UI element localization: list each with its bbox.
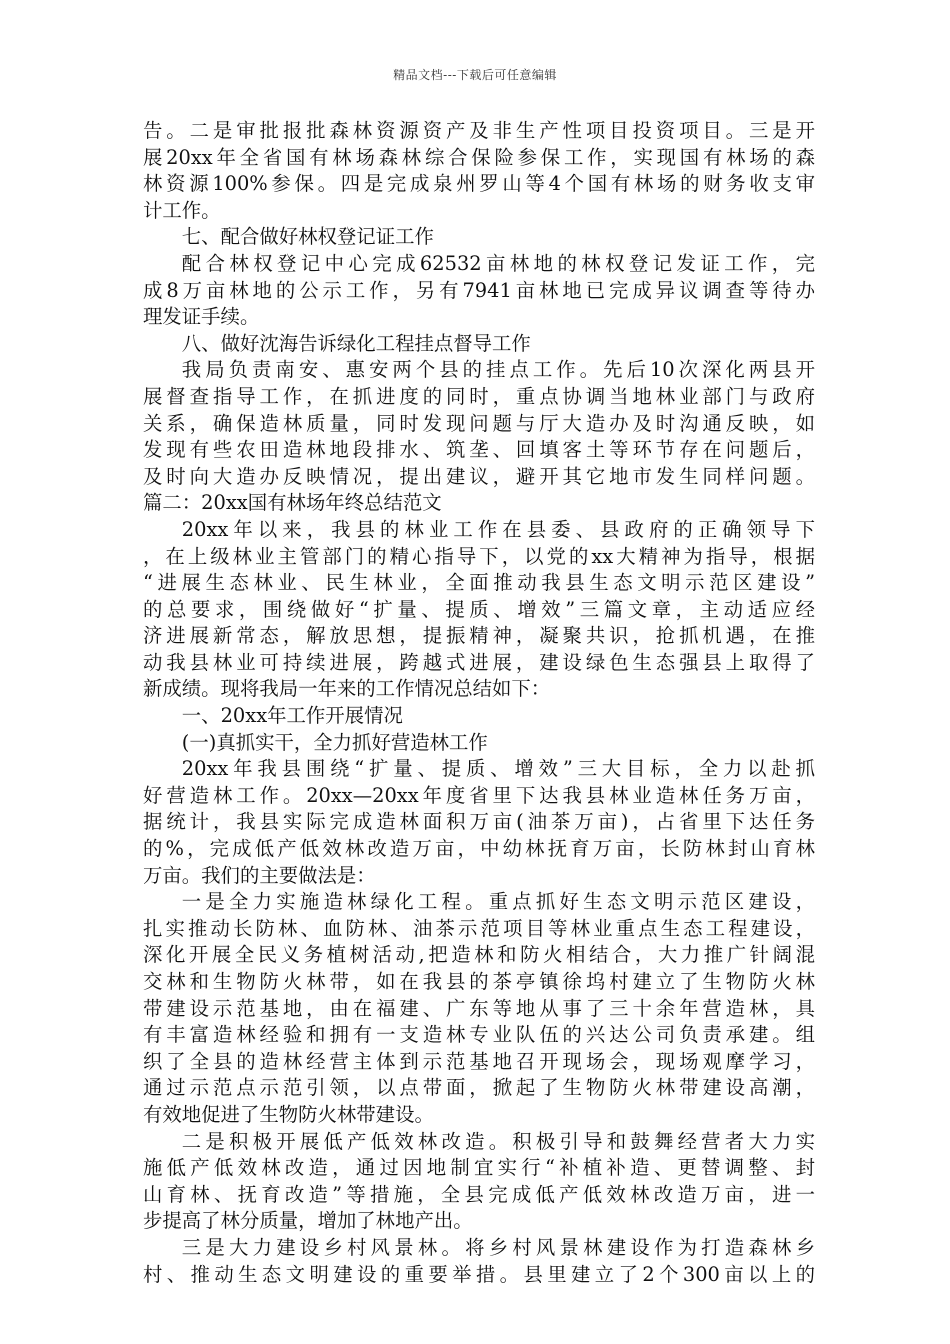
text-line: 展督查指导工作，在抓进度的同时，重点协调当地林业部门与政府 [143,384,815,408]
text-line: ，在上级林业主管部门的精心指导下，以党的xx大精神为指导，根据 [143,544,815,568]
text-line: 20xx年我县围绕“扩量、提质、增效”三大目标，全力以赴抓 [181,757,815,781]
text-line: 一、20xx年工作开展情况 [181,704,403,728]
text-line: 展20xx年全省国有林场森林综合保险参保工作，实现国有林场的森 [143,145,815,169]
text-line: 好营造林工作。20xx—20xx年度省里下达我县林业造林任务万亩， [143,783,815,807]
text-line: 有效地促进了生物防火林带建设。 [143,1102,434,1126]
text-line: “进展生态林业、民生林业，全面推动我县生态文明示范区建设” [143,571,815,595]
text-line: 的%，完成低产低效林改造万亩，中幼林抚育万亩，长防林封山育林 [143,837,815,861]
text-line: 及时向大造办反映情况，提出建议，避开其它地市发生同样问题。 [143,464,815,488]
text-line: 的总要求，围绕做好“扩量、提质、增效”三篇文章，主动适应经 [143,597,815,621]
text-line: 计工作。 [143,198,221,222]
text-line: 发现有些农田造林地段排水、筑垄、回填客土等环节存在问题后， [143,438,815,462]
text-line: 理发证手续。 [143,305,260,329]
text-line: 济进展新常态，解放思想，提振精神，凝聚共识，抢抓机遇，在推 [143,624,815,648]
text-line: 有丰富造林经验和拥有一支造林专业队伍的兴达公司负责承建。组 [143,1023,815,1047]
text-line: 山育林、抚育改造”等措施，全县完成低产低效林改造万亩，进一 [143,1182,815,1206]
text-line: 林资源100%参保。四是完成泉州罗山等4个国有林场的财务收支审 [143,172,815,196]
text-line: 扎实推动长防林、血防林、油茶示范项目等林业重点生态工程建设， [143,916,815,940]
text-line: 告。二是审批报批森林资源资产及非生产性项目投资项目。三是开 [143,119,815,142]
text-line: 新成绩。现将我局一年来的工作情况总结如下： [143,677,551,701]
text-line: 据统计，我县实际完成造林面积万亩(油茶万亩)，占省里下达任务 [143,810,815,834]
text-line: 三是大力建设乡村风景林。将乡村风景林建设作为打造森林乡 [181,1235,815,1259]
text-line: 万亩。我们的主要做法是： [143,863,376,887]
text-line: 一是全力实施造林绿化工程。重点抓好生态文明示范区建设， [181,890,815,914]
text-line: 施低产低效林改造，通过因地制宜实行“补植补造、更替调整、封 [143,1156,815,1180]
text-line: 步提高了林分质量，增加了林地产出。 [143,1209,473,1233]
text-line: 深化开展全民义务植树活动,把造林和防火相结合，大力推广针阔混 [143,943,815,967]
text-line: 20xx年以来，我县的林业工作在县委、县政府的正确领导下 [181,517,815,541]
text-line: 二是积极开展低产低效林改造。积极引导和鼓舞经营者大力实 [181,1129,815,1153]
text-line: 篇二：20xx国有林场年终总结范文 [143,491,442,515]
text-line: 关系，确保造林质量，同时发现问题与厅大造办及时沟通反映，如 [143,411,815,435]
text-line: 村、推动生态文明建设的重要举措。县里建立了2个300亩以上的 [143,1262,815,1286]
text-line: 八、做好沈海告诉绿化工程挂点督导工作 [181,331,531,355]
text-line: 带建设示范基地，由在福建、广东等地从事了三十余年营造林，具 [143,996,815,1020]
page-header: 精品文档---下载后可任意编辑 [393,68,557,82]
text-line: 七、配合做好林权登记证工作 [181,225,434,249]
text-line: 成8万亩林地的公示工作，另有7941亩林地已完成异议调查等待办 [143,278,815,302]
text-line: (一)真抓实干，全力抓好营造林工作 [181,730,488,754]
text-line: 动我县林业可持续进展，跨越式进展，建设绿色生态强县上取得了 [143,650,815,674]
text-line: 交林和生物防火林带，如在我县的茶亭镇徐坞村建立了生物防火林 [143,970,815,993]
text-line: 通过示范点示范引领，以点带面，掀起了生物防火林带建设高潮， [143,1076,815,1100]
text-line: 我局负责南安、惠安两个县的挂点工作。先后10次深化两县开 [181,358,815,382]
text-line: 织了全县的造林经营主体到示范基地召开现场会，现场观摩学习， [143,1049,815,1073]
text-line: 配合林权登记中心完成62532亩林地的林权登记发证工作，完 [181,251,815,275]
document-body [143,118,815,1288]
